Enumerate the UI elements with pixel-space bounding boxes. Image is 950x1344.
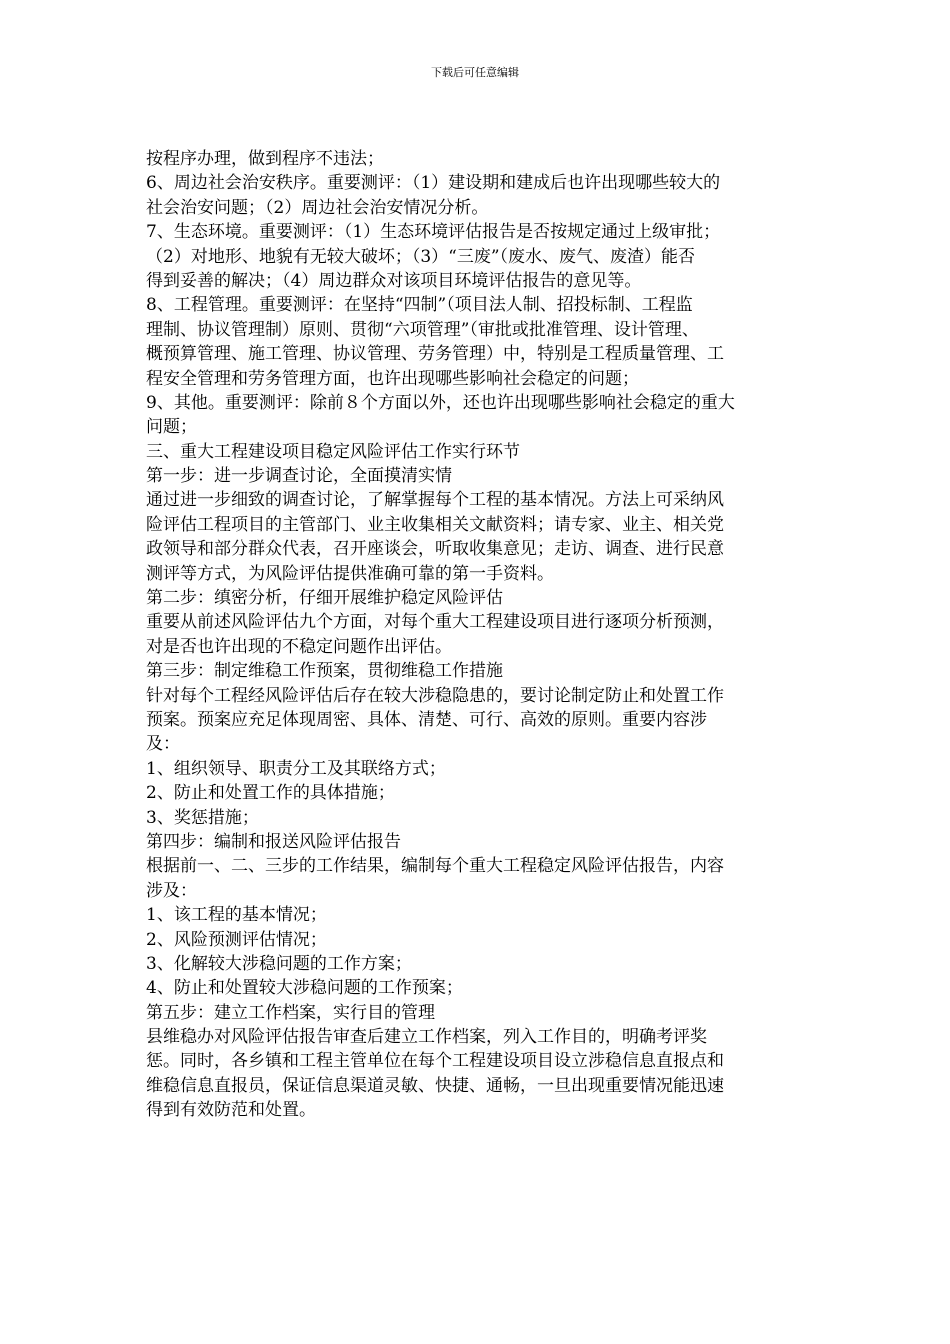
list-item: 2、风险预测评估情况； xyxy=(146,929,327,950)
text-line: 对是否也许出现的不稳定问题作出评估。 xyxy=(146,636,452,657)
text-line: 测评等方式，为风险评估提供准确可靠的第一手资料。 xyxy=(146,563,554,584)
step-heading: 第二步：缜密分析，仔细开展维护稳定风险评估 xyxy=(146,588,503,609)
step-heading: 第五步：建立工作档案，实行目的管理 xyxy=(146,1002,435,1023)
step-heading: 第三步：制定维稳工作预案，贯彻维稳工作措施 xyxy=(146,661,503,682)
text-line: 涉及： xyxy=(146,880,197,901)
page-header: 下载后可任意编辑 xyxy=(431,66,519,79)
text-line: 6、周边社会治安秩序。重要测评：（1）建设期和建成后也许出现哪些较大的 xyxy=(146,173,721,194)
step-heading: 第一步：进一步调查讨论，全面摸清实情 xyxy=(146,466,452,487)
text-line: 概预算管理、施工管理、协议管理、劳务管理）中，特别是工程质量管理、工 xyxy=(146,344,724,365)
text-line: 程安全管理和劳务管理方面，也许出现哪些影响社会稳定的问题； xyxy=(146,368,639,389)
list-item: 2、防止和处置工作的具体措施； xyxy=(146,783,395,804)
list-item: 4、防止和处置较大涉稳问题的工作预案； xyxy=(146,978,463,999)
text-line: 9、其他。重要测评：除前８个方面以外，还也许出现哪些影响社会稳定的重大 xyxy=(146,392,735,413)
text-line: 社会治安问题；（2）周边社会治安情况分析。 xyxy=(146,197,489,218)
list-item: 1、组织领导、职责分工及其联络方式； xyxy=(146,758,446,779)
text-line: 政领导和部分群众代表，召开座谈会，听取收集意见；走访、调查、进行民意 xyxy=(146,539,724,560)
text-line: 预案。预案应充足体现周密、具体、清楚、可行、高效的原则。重要内容涉 xyxy=(146,709,707,730)
text-line: 县维稳办对风险评估报告审查后建立工作档案，列入工作目的，明确考评奖 xyxy=(146,1027,707,1048)
text-line: 及： xyxy=(146,734,180,755)
document-body xyxy=(146,147,814,1123)
section-heading: 三、重大工程建设项目稳定风险评估工作实行环节 xyxy=(146,441,520,462)
text-line: 根据前一、二、三步的工作结果，编制每个重大工程稳定风险评估报告，内容 xyxy=(146,856,724,877)
list-item: 1、该工程的基本情况； xyxy=(146,905,327,926)
step-heading: 第四步：编制和报送风险评估报告 xyxy=(146,831,401,852)
text-line: 按程序办理，做到程序不违法； xyxy=(146,149,384,169)
text-line: （2）对地形、地貌有无较大破坏；（3）“三废”（废水、废气、废渣）能否 xyxy=(146,246,696,267)
text-line: 惩。同时，各乡镇和工程主管单位在每个工程建设项目设立涉稳信息直报点和 xyxy=(146,1051,724,1072)
text-line: 8、工程管理。重要测评：在坚持“四制”（项目法人制、招投标制、工程监 xyxy=(146,295,693,316)
text-line: 问题； xyxy=(146,417,197,438)
text-line: 针对每个工程经风险评估后存在较大涉稳隐患的，要讨论制定防止和处置工作 xyxy=(146,685,724,706)
text-line: 7、生态环境。重要测评：（1）生态环境评估报告是否按规定通过上级审批； xyxy=(146,222,721,243)
list-item: 3、奖惩措施； xyxy=(146,807,259,828)
text-line: 得到有效防范和处置。 xyxy=(146,1100,316,1121)
text-line: 理制、协议管理制）原则、贯彻“六项管理”（审批或批准管理、设计管理、 xyxy=(146,319,699,340)
text-line: 险评估工程项目的主管部门、业主收集相关文献资料；请专家、业主、相关党 xyxy=(146,514,724,535)
text-line: 维稳信息直报员，保证信息渠道灵敏、快捷、通畅，一旦出现重要情况能迅速 xyxy=(146,1075,724,1096)
list-item: 3、化解较大涉稳问题的工作方案； xyxy=(146,953,412,974)
text-line: 得到妥善的解决；（4）周边群众对该项目环境评估报告的意见等。 xyxy=(146,270,642,291)
text-line: 通过进一步细致的调查讨论，了解掌握每个工程的基本情况。方法上可采纳风 xyxy=(146,490,724,511)
text-line: 重要从前述风险评估九个方面，对每个重大工程建设项目进行逐项分析预测， xyxy=(146,612,724,633)
